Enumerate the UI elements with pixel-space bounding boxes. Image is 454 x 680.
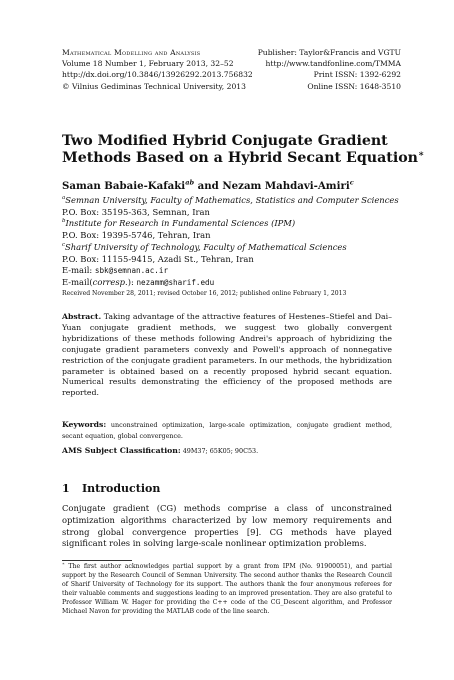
footnote	[62, 560, 392, 616]
journal-url[interactable]: http://www.tandfonline.com/TMMA	[265, 59, 401, 69]
affiliation-a-address: P.O. Box: 35195-363, Semnan, Iran	[62, 206, 210, 217]
title-footnote-mark[interactable]: ∗	[417, 148, 425, 160]
footnote-text: The first author acknowledges partial support by a grant from IPM (No. 91900051), and partial support by the Research Council of Semnan University. The second author thanks the Research Council of Sharif University of Technology for its support. The authors thank the four anonymous referees for their valuable comments and suggestions leading to an improved presentation. They are also grateful to Professor William W. Hager for providing the C++ code of the CG_Descent algorithm, and Professor Michael Navon for providing the MATLAB code of the line search.	[62, 563, 392, 615]
keywords	[62, 420, 392, 441]
section-title: Introduction	[82, 482, 161, 495]
email-line-2: E-mail(corresp.): nezamm@sharif.edu	[62, 276, 215, 287]
author-2: Nezam Mahdavi-Amiri	[222, 180, 350, 192]
ams-label: AMS Subject Classification:	[62, 446, 181, 455]
journal-header-left	[62, 47, 253, 92]
paper-title	[62, 133, 424, 167]
journal-name: Mathematical Modelling and Analysis	[62, 48, 201, 57]
keywords-text: unconstrained optimization, large-scale optimization, conjugate gradient method, secant equation, global convergence.	[62, 421, 392, 440]
affiliation-b-address: P.O. Box: 19395-5746, Tehran, Iran	[62, 230, 211, 241]
publisher: Publisher: Taylor&Francis and VGTU	[257, 48, 401, 57]
affiliation-b: $^b$Institute for Research in Fundamental Sciences (IPM)	[62, 218, 296, 229]
footnote-rule	[62, 560, 132, 561]
received-dates: Received November 28, 2011; revised October 16, 2012; published online February 1, 2013	[62, 290, 347, 297]
affiliation-c: $^c$Sharif University of Technology, Faculty of Mathematical Sciences	[62, 241, 347, 252]
affiliation-a: $^a$Semnan University, Faculty of Mathematics, Statistics and Computer Sciences	[62, 195, 399, 205]
online-issn: Online ISSN: 1648-3510	[307, 81, 401, 91]
keywords-label: Keywords:	[62, 420, 107, 429]
author-conjunction: and	[194, 180, 223, 192]
abstract	[62, 312, 392, 399]
ams-classification	[62, 446, 392, 457]
email-address-2[interactable]: nezamm@sharif.edu	[136, 277, 215, 287]
author-list	[62, 180, 354, 192]
email-line-1: E-mail: sbk@semnan.ac.ir	[62, 265, 169, 276]
author-1-affil-mark: ab	[185, 178, 195, 187]
title-line-2-text: Methods Based on a Hybrid Secant Equation	[62, 150, 418, 166]
print-issn: Print ISSN: 1392-6292	[313, 70, 401, 80]
copyright-notice: © Vilnius Gediminas Technical University, 2013	[62, 81, 246, 91]
intro-paragraph: Conjugate gradient (CG) methods comprise a class of unconstrained optimization algorithms characterized by low memory requirements and strong global convergence properties [9]. CG methods have played significant roles in solving large-scale nonlinear optimization problems.	[62, 503, 392, 549]
title-line-2	[62, 150, 424, 167]
affiliation-c-address: P.O. Box: 11155-9415, Azadi St., Tehran, Iran	[62, 253, 254, 264]
email-address-1[interactable]: sbk@semnan.ac.ir	[94, 266, 169, 276]
abstract-label: Abstract.	[62, 312, 102, 321]
doi-link[interactable]: http://dx.doi.org/10.3846/13926292.2013.756832	[62, 70, 253, 80]
section-heading	[62, 482, 160, 495]
author-2-affil-mark: c	[349, 178, 354, 187]
title-line-1: Two Modified Hybrid Conjugate Gradient	[62, 133, 388, 149]
affiliations	[62, 195, 402, 289]
section-number: 1	[62, 482, 70, 495]
footnote-mark: ∗	[62, 560, 65, 566]
abstract-text: Taking advantage of the attractive features of Hestenes–Stiefel and Dai–Yuan conjugate gradient methods, we suggest two globally convergent hybridizations of these methods following Andrei's approach of hybridizing the conjugate gradient parameters convexly and Powell's approach of nonnegative restriction of the conjugate gradient parameters. In our methods, the hybridization parameter is obtained based on a recently proposed hybrid secant equation. Numerical results demonstrating the efficiency of the proposed methods are reported.	[62, 312, 392, 398]
ams-codes: 49M37; 65K05; 90C53.	[180, 447, 259, 455]
volume-info: Volume 18 Number 1, February 2013, 32–52	[62, 59, 234, 69]
journal-header-right	[258, 47, 401, 92]
author-1: Saman Babaie-Kafaki	[62, 180, 186, 192]
